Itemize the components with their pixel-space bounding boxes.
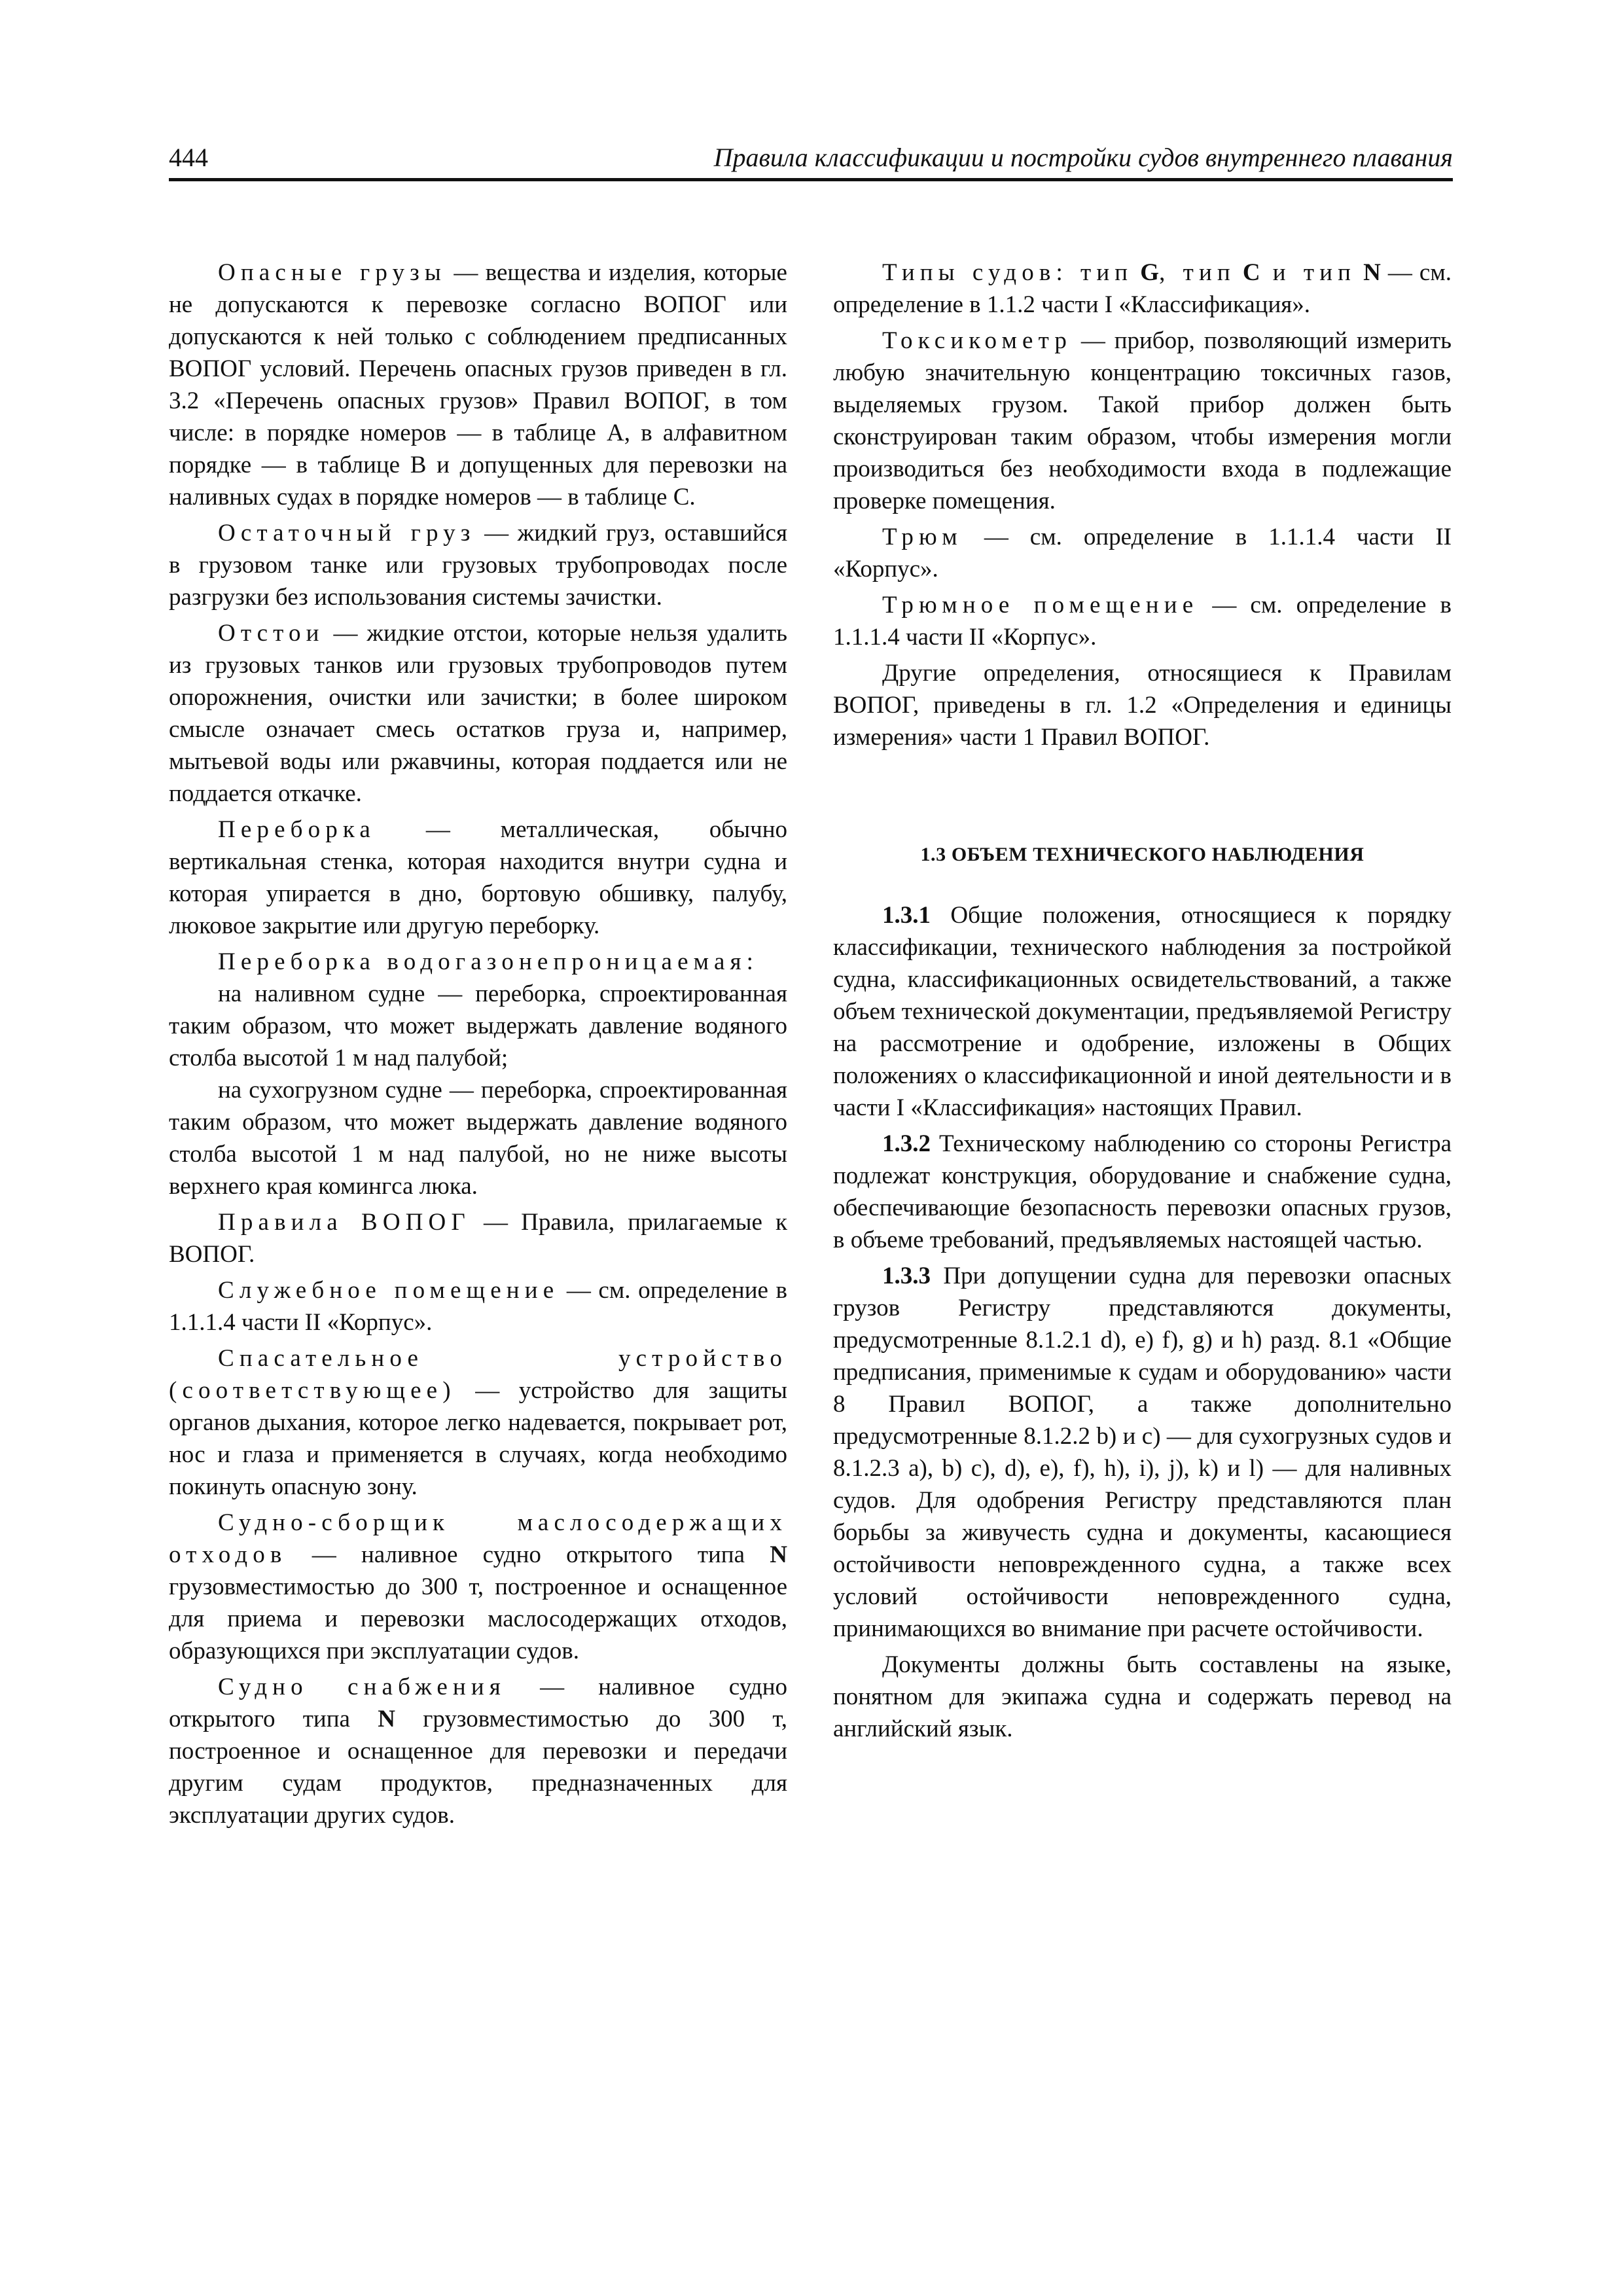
term: Трюмное помещение <box>882 592 1199 619</box>
running-title: Правила классификации и постройки судов внутреннего плавания <box>713 143 1453 172</box>
section-heading: 1.3 ОБЪЕМ ТЕХНИЧЕСКОГО НАБЛЮДЕНИЯ <box>920 844 1364 865</box>
page-number: 444 <box>169 143 208 172</box>
definition-supply-vessel <box>169 1671 787 1831</box>
clause-1-3-1 <box>833 899 1452 1124</box>
definition-dangerous-goods <box>169 257 787 513</box>
definition-text: грузовместимостью до 300 т, построенное и оснащенное для перевозки и передачи другим судам продуктов, предназначенных для эксплуатации других судов. <box>169 1706 788 1829</box>
left-column <box>169 257 787 1835</box>
vessel-type-n: N <box>378 1706 395 1732</box>
definition-slops <box>169 617 787 810</box>
term: , тип <box>1159 259 1236 286</box>
documents-language-note: Документы должны быть составлены на языке, понятном для экипажа судна и содержать перевод на английский язык. <box>833 1651 1452 1742</box>
term: Судно-сборщик маслосодержащих отходов <box>169 1509 787 1568</box>
clause-number: 1.3.1 <box>882 902 931 929</box>
definition-text: — устройство для защиты органов дыхания, которое легко надевается, покрывает рот, нос и глаза и применяется в случаях, когда необходимо покинуть опасную зону. <box>169 1377 787 1500</box>
definition-oil-separator-vessel <box>169 1507 787 1667</box>
term: Трюм <box>882 524 963 550</box>
definition-text: — см. определение в 1.1.1.4 части II «Корпус». <box>833 524 1452 583</box>
right-column <box>833 257 1452 1749</box>
vessel-type-c: C <box>1242 259 1260 286</box>
definition-service-space <box>169 1274 787 1338</box>
term: Остаточный груз <box>218 520 476 547</box>
definition-text: — см. определение в 1.1.2 части I «Классификация». <box>833 259 1452 318</box>
definition-text: — см. определение в 1.1.1.4 части II «Корпус». <box>169 1277 788 1336</box>
term: и тип <box>1260 259 1357 286</box>
clause-text: Общие положения, относящиеся к порядку классификации, технического наблюдения за постройкой судна, классификационных освидетельствований, а также объем технической документации, предъявляемой Регистру на рассмотрение и одобрение, изложены в Общих положениях о классификационной и иной деятельности и в части I «Классификация» настоящих Правил. <box>833 902 1452 1121</box>
definition-text: — наливное судно открытого типа <box>169 1674 787 1732</box>
definition-text: — см. определение в 1.1.1.4 части II «Корпус». <box>833 592 1452 651</box>
definition-adn-rules <box>169 1206 787 1270</box>
definition-residual-cargo <box>169 517 787 613</box>
term: Опасные грузы <box>218 259 446 286</box>
term: Переборка водогазонепроницаемая: <box>218 948 759 975</box>
definition-text: — наливное судно открытого типа <box>287 1541 770 1568</box>
definition-text: — жидкие отстои, которые нельзя удалить из грузовых танков или грузовых трубопроводов путем опорожнения, очистки или зачистки; в более широком смысле означает смесь остатков груза и, например, мытьевой воды или ржавчины, которая поддается или не поддается откачке. <box>169 620 787 807</box>
term: Спасательное устройство (соответствующее) <box>169 1345 787 1404</box>
term: Отстои <box>218 620 325 647</box>
clause-number: 1.3.3 <box>882 1263 931 1289</box>
term: Токсикометр <box>882 327 1072 354</box>
definition-text: — жидкий груз, оставшийся в грузовом танке или грузовых трубопроводах после разгрузки без использования системы зачистки. <box>169 520 787 611</box>
definition-subitem: на сухогрузном судне — переборка, спроектированная таким образом, что может выдержать давление водяного столба высотой 1 м над палубой, но не ниже высоты верхнего края комингса люка. <box>169 1077 787 1200</box>
definition-text: грузовместимостью до 300 т, построенное и оснащенное для приема и перевозки маслосодержащих отходов, образующихся при эксплуатации судов. <box>169 1573 787 1664</box>
clause-1-3-3 <box>833 1260 1452 1645</box>
definition-text: — вещества и изделия, которые не допускаются к перевозке согласно ВОПОГ или допускаются к ней только с соблюдением предписанных ВОПОГ условий. Перечень опасных грузов приведен в гл. 3.2 «Перечень опасных грузов» Правил ВОПОГ, в том числе: в порядке номеров — в таблице А, в алфавитном порядке — в таблице В и допущенных для перевозки на наливных судах в порядке номеров — в таблице С. <box>169 259 787 511</box>
vessel-type-g: G <box>1140 259 1160 286</box>
clause-text: Техническому наблюдению со стороны Регистра подлежат конструкция, оборудование и снабжение судна, обеспечивающие безопасность перевозки опасных грузов, в объеме требований, предъявляемых настоящей частью. <box>833 1130 1452 1253</box>
definition-escape-device <box>169 1342 787 1503</box>
definition-text: — прибор, позволяющий измерить любую значительную концентрацию токсичных газов, выделяемых грузом. Такой прибор должен быть сконструирован таким образом, чтобы измерения могли производиться без необходимости входа в подлежащие проверке помещения. <box>833 327 1452 514</box>
clause-number: 1.3.2 <box>882 1130 931 1157</box>
definition-hold <box>833 521 1452 585</box>
definition-subitem: на наливном судне — переборка, спроектированная таким образом, что может выдержать давление водяного столба высотой 1 м над палубой; <box>169 980 787 1071</box>
vessel-type-n: N <box>770 1541 787 1568</box>
definition-toximeter <box>833 325 1452 517</box>
term: Служебное помещение <box>218 1277 560 1304</box>
definition-watertight-bulkhead <box>169 946 787 978</box>
clause-text: При допущении судна для перевозки опасных грузов Регистру представляются документы, предусмотренные 8.1.2.1 d), e) f), g) и h) разд. 8.1 «Общие предписания, применимые к судам и оборудованию» части 8 Правил ВОПОГ, а также дополнительно предусмотренные 8.1.2.2 b) и c) — для сухогрузных судов и 8.1.2.3 a), b) c), d), e), f), h), i), j), k) и l) — для наливных судов. Для одобрения Регистру представляются план борьбы за живучесть судна и документы, касающиеся остойчивости неповрежденного судна, а также всех условий остойчивости неповрежденного судна, принимающихся во внимание при расчете остойчивости. <box>833 1263 1452 1642</box>
term: Судно снабжения <box>218 1674 506 1700</box>
vessel-type-n: N <box>1363 259 1381 286</box>
clause-1-3-2 <box>833 1128 1452 1256</box>
term: Правила ВОПОГ <box>218 1209 471 1236</box>
term: Переборка <box>218 816 376 843</box>
definition-vessel-types <box>833 257 1452 321</box>
definition-hold-space <box>833 589 1452 653</box>
definition-bulkhead <box>169 814 787 942</box>
definition-text: — металлическая, обычно вертикальная стенка, которая находится внутри судна и которая упирается в дно, бортовую обшивку, палубу, люковое закрытие или другую переборку. <box>169 816 787 939</box>
page-header <box>169 145 1453 181</box>
other-definitions-note: Другие определения, относящиеся к Правилам ВОПОГ, приведены в гл. 1.2 «Определения и единицы измерения» части 1 Правил ВОПОГ. <box>833 660 1452 751</box>
term: Типы судов: тип <box>882 259 1133 286</box>
definition-text: — Правила, прилагаемые к ВОПОГ. <box>169 1209 787 1268</box>
